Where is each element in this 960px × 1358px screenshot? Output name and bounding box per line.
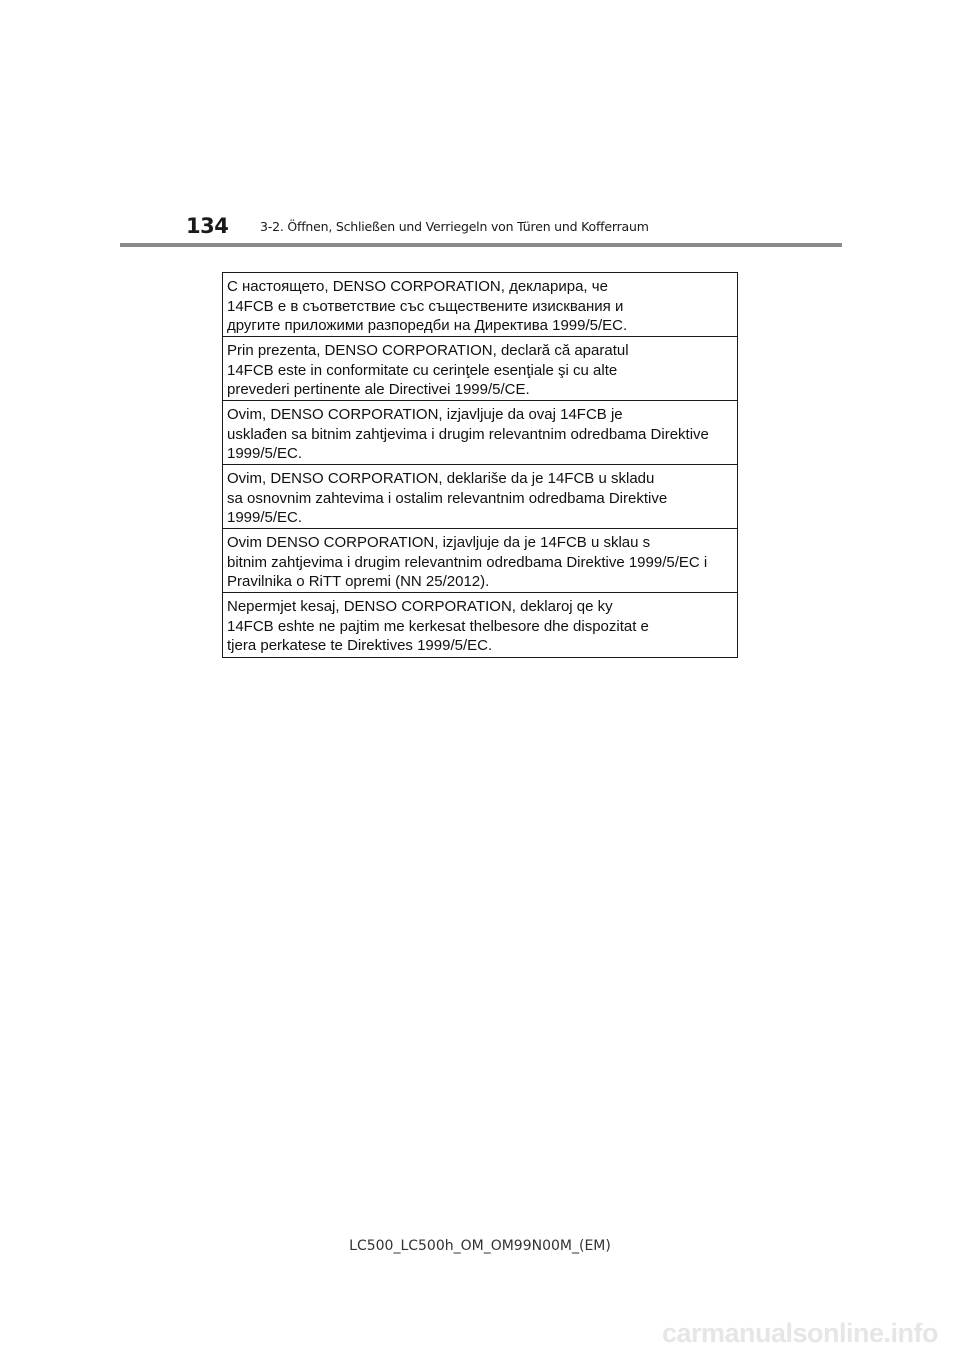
declaration-line: С настоящето, DENSO CORPORATION, декларира, че xyxy=(227,278,608,295)
declaration-line: usklađen sa bitnim zahtjevima i drugim relevantnim odredbama Direktive xyxy=(227,425,709,443)
declaration-row-serbian xyxy=(223,465,737,529)
declaration-line: sa osnovnim zahtevima i ostalim relevantnim odredbama Direktive xyxy=(227,489,668,507)
declaration-line: prevederi pertinente ale Directivei 1999/5/CE. xyxy=(227,381,530,398)
declaration-line: Pravilnika o RiTT opremi (NN 25/2012). xyxy=(227,573,490,590)
declaration-row-romanian xyxy=(223,337,737,401)
declaration-table xyxy=(222,272,738,658)
declaration-line: Ovim, DENSO CORPORATION, deklariše da je 14FCB u skladu xyxy=(227,470,655,487)
declaration-row-albanian xyxy=(223,593,737,657)
declaration-line: 1999/5/EC. xyxy=(227,445,303,462)
section-title: 3-2. Öffnen, Schließen und Verriegeln von Türen und Kofferraum xyxy=(260,219,649,234)
declaration-line: 14FCB este in conformitate cu cerinţele esenţiale şi cu alte xyxy=(227,361,618,379)
declaration-line: Nepermjet kesaj, DENSO CORPORATION, deklaroj qe ky xyxy=(227,598,613,615)
declaration-line: tjera perkatese te Direktives 1999/5/EC. xyxy=(227,637,493,654)
declaration-row-bulgarian xyxy=(223,273,737,337)
document-code: LC500_LC500h_OM_OM99N00M_(EM) xyxy=(349,1238,611,1254)
declaration-line: Ovim DENSO CORPORATION, izjavljuje da je 14FCB u sklau s xyxy=(227,534,651,551)
declaration-line: 14FCB е в съответствие със съществените изисквания и xyxy=(227,297,624,315)
declaration-line: bitnim zahtjevima i drugim relevantnim odredbama Direktive 1999/5/EC i xyxy=(227,553,708,571)
declaration-row-bosnian xyxy=(223,401,737,465)
declaration-line: Prin prezenta, DENSO CORPORATION, declară că aparatul xyxy=(227,342,629,359)
page-number: 134 xyxy=(186,214,229,238)
declaration-line: другите приложими разпоредби на Директива 1999/5/ЕС. xyxy=(227,317,628,334)
header-divider xyxy=(120,243,842,247)
declaration-line: 1999/5/EC. xyxy=(227,509,303,526)
declaration-line: Ovim, DENSO CORPORATION, izjavljuje da ovaj 14FCB je xyxy=(227,406,623,423)
declaration-line: 14FCB eshte ne pajtim me kerkesat thelbesore dhe dispozitat e xyxy=(227,617,649,635)
watermark: carmanualsonline.info xyxy=(661,1318,938,1348)
declaration-row-croatian xyxy=(223,529,737,593)
